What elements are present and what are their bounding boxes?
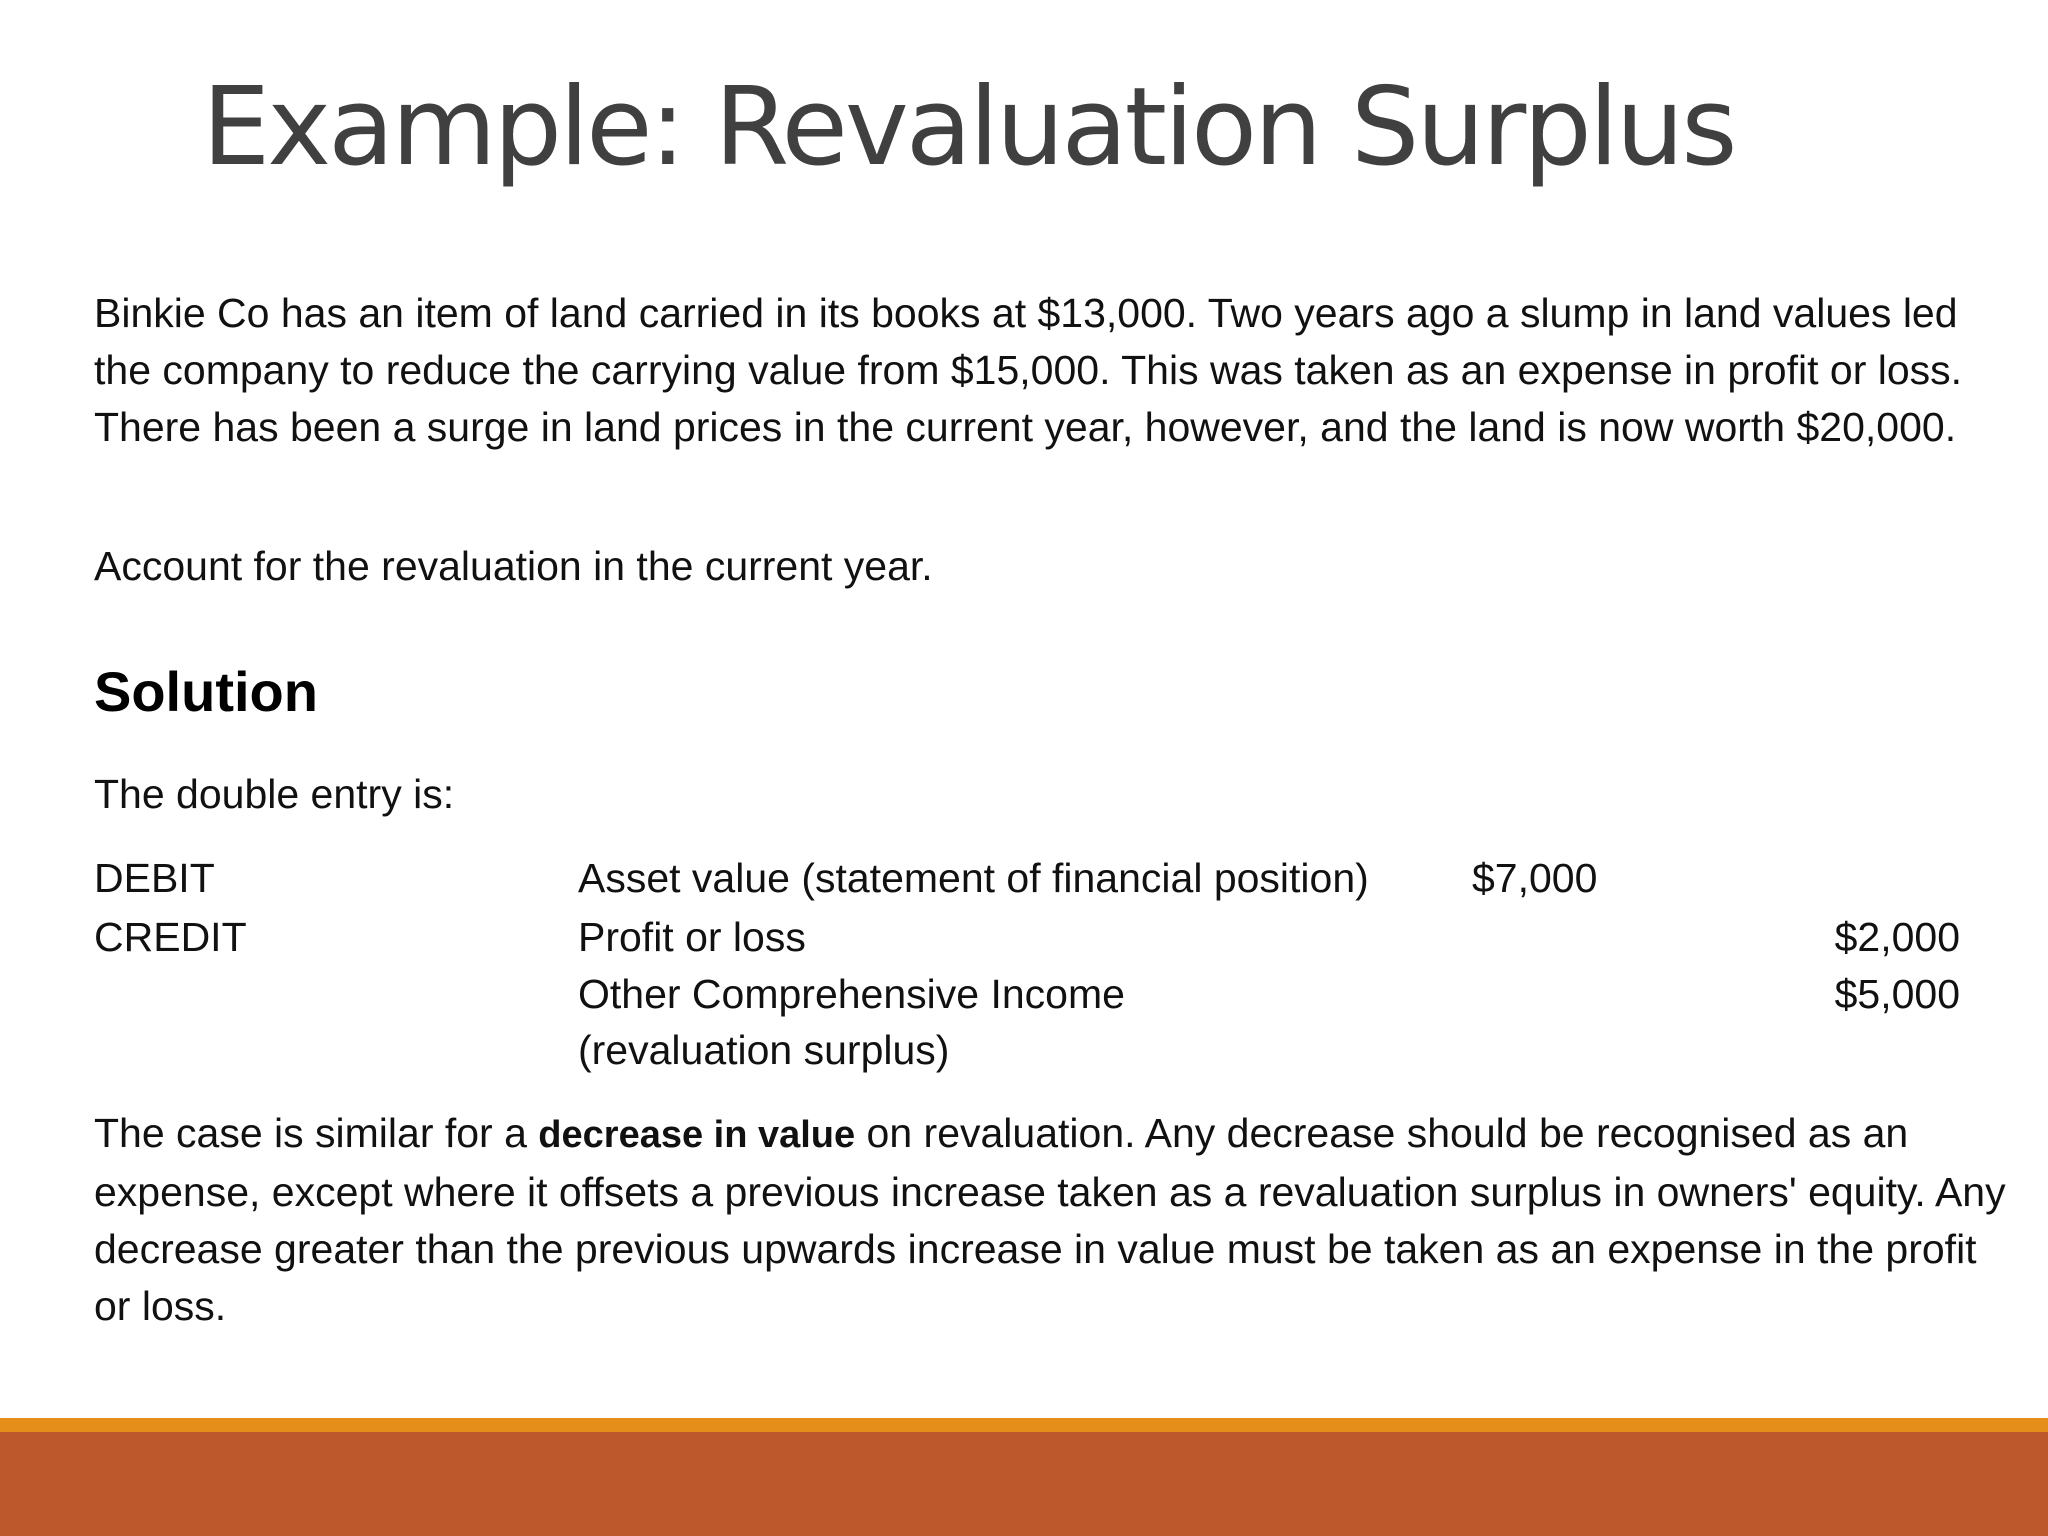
entry-description: Profit or loss (578, 914, 806, 960)
entry-debit-amount: $7,000 (1472, 855, 1598, 901)
double-entry-lead: The double entry is: (94, 771, 455, 817)
closing-emphasis: decrease in value (538, 1114, 856, 1156)
entry-type: CREDIT (94, 914, 247, 960)
journal-entry-row (94, 850, 1894, 907)
entry-credit-amount: $5,000 (1834, 971, 1960, 1017)
entry-description: (revaluation surplus) (578, 1027, 950, 1073)
entry-description: Other Comprehensive Income (578, 971, 1125, 1017)
entry-credit-amount: $2,000 (1834, 914, 1960, 960)
closing-text-end: on revaluation. Any decrease should be recognised as an expense, except where it offsets a previous increase taken as a revaluation surplus in owners' equity. Any decrease greater than the previous upwards increase in value must be taken as an expense in the profit or loss. (94, 1110, 2006, 1329)
entry-description: Asset value (statement of financial position) (578, 855, 1369, 901)
closing-paragraph (94, 1105, 2024, 1335)
footer-band (0, 1432, 2048, 1536)
intro-paragraph: Binkie Co has an item of land carried in its books at $13,000. Two years ago a slump in land values led the company to reduce the carrying value from $15,000. This was taken as an expense in profit or loss. There has been a surge in land prices in the current year, however, and the land is now worth $20,000. (94, 290, 1963, 450)
journal-entry-row (94, 909, 1960, 966)
task-paragraph: Account for the revaluation in the current year. (94, 543, 933, 589)
solution-heading: Solution (94, 660, 318, 723)
closing-text-start: The case is similar for a (94, 1110, 539, 1156)
slide-title: Example: Revaluation Surplus (202, 65, 1735, 190)
journal-entry-row (94, 1022, 1894, 1079)
journal-entry-row (94, 966, 1960, 1023)
footer-accent-stripe (0, 1418, 2048, 1432)
entry-type: DEBIT (94, 855, 215, 901)
